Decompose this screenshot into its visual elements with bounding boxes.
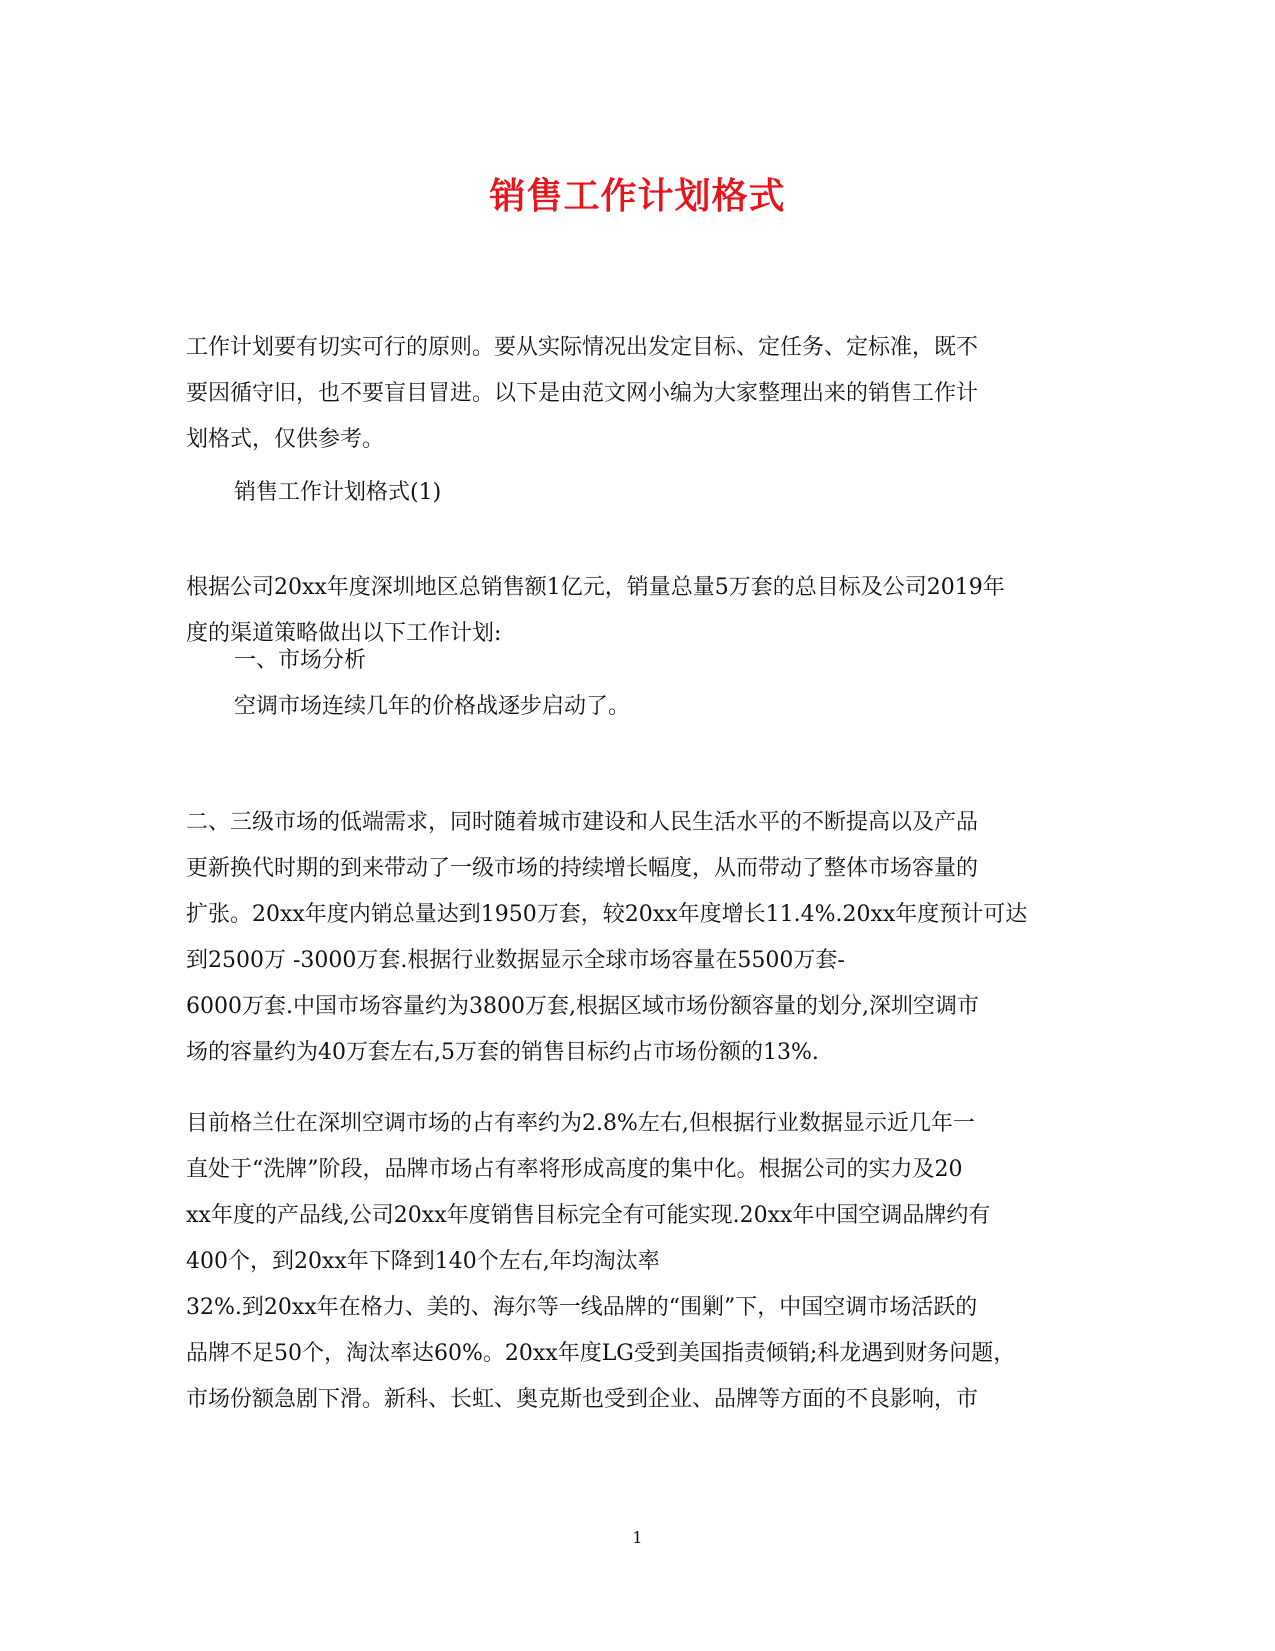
intro-paragraph	[186, 325, 1086, 463]
section-subtitle: 销售工作计划格式(1)	[234, 480, 442, 505]
text-line: 扩张。20xx年度内销总量达到1950万套，较20xx年度增长11.4%.20xx年度预计可达	[186, 902, 1028, 927]
page-title: 销售工作计划格式	[489, 175, 786, 217]
text-line: 场的容量约为40万套左右,5万套的销售目标约占市场份额的13%.	[186, 1040, 819, 1065]
market-start-paragraph	[186, 684, 1086, 730]
page-number: 1	[632, 1528, 643, 1547]
subtitle-paragraph	[186, 470, 1086, 516]
text-line: 到2500万 -3000万套.根据行业数据显示全球市场容量在5500万套-	[186, 948, 845, 973]
brand-share-paragraph	[186, 1101, 1086, 1423]
section-heading-market-analysis: 一、市场分析	[234, 648, 367, 673]
text-line: 目前格兰仕在深圳空调市场的占有率约为2.8%左右,但根据行业数据显示近几年一	[186, 1111, 975, 1136]
section-heading	[186, 638, 1086, 684]
text-line: 度的渠道策略做出以下工作计划:	[186, 621, 502, 646]
text-line: 工作计划要有切实可行的原则。要从实际情况出发定目标、定任务、定标准，既不	[186, 335, 979, 360]
text-line: 32%.到20xx年在格力、美的、海尔等一线品牌的“围剿”下，中国空调市场活跃的	[186, 1295, 978, 1320]
text-line: 二、三级市场的低端需求，同时随着城市建设和人民生活水平的不断提高以及产品	[186, 810, 979, 835]
text-line: 400个，到20xx年下降到140个左右,年均淘汰率	[186, 1249, 660, 1274]
text-line: 划格式，仅供参考。	[186, 427, 385, 452]
text-line: 要因循守旧，也不要盲目冒进。以下是由范文网小编为大家整理出来的销售工作计	[186, 381, 979, 406]
text-line: 更新换代时期的到来带动了一级市场的持续增长幅度，从而带动了整体市场容量的	[186, 856, 979, 881]
text-line: 6000万套.中国市场容量约为3800万套,根据区域市场份额容量的划分,深圳空调市	[186, 994, 979, 1019]
text-line: 直处于“洗牌”阶段，品牌市场占有率将形成高度的集中化。根据公司的实力及20	[186, 1157, 963, 1182]
text-line: 品牌不足50个，淘汰率达60%。20xx年度LG受到美国指责倾销;科龙遇到财务问题，	[186, 1341, 1016, 1366]
text-line: 空调市场连续几年的价格战逐步启动了。	[234, 694, 631, 719]
text-line: xx年度的产品线,公司20xx年度销售目标完全有可能实现.20xx年中国空调品牌约有	[186, 1203, 991, 1228]
text-line: 市场份额急剧下滑。新科、长虹、奥克斯也受到企业、品牌等方面的不良影响，市	[186, 1387, 979, 1412]
market-volume-paragraph	[186, 800, 1086, 1076]
text-line: 根据公司20xx年度深圳地区总销售额1亿元，销量总量5万套的总目标及公司2019年	[186, 575, 1005, 600]
